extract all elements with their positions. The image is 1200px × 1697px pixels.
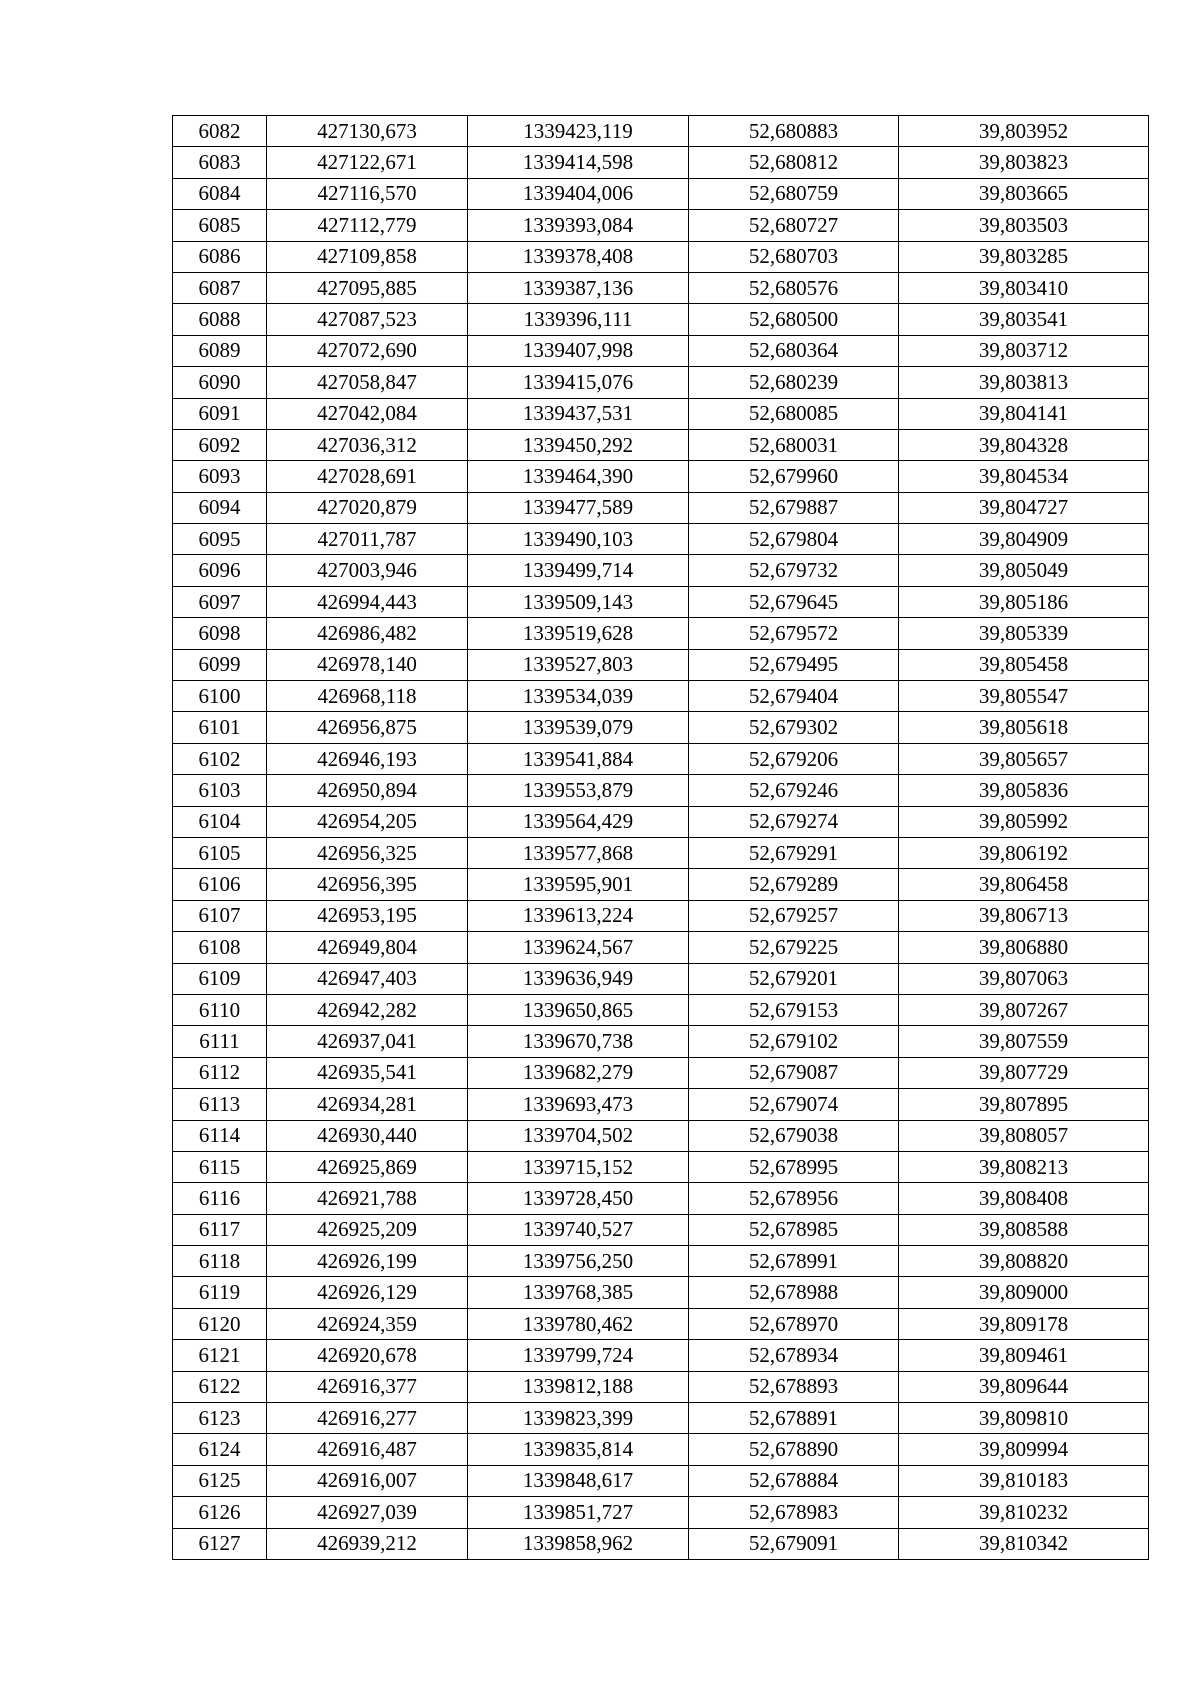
- point-number-cell: 6088: [173, 304, 267, 335]
- x-coordinate-cell: 426925,209: [267, 1214, 468, 1245]
- point-number-cell: 6112: [173, 1057, 267, 1088]
- x-coordinate-cell: 427028,691: [267, 461, 468, 492]
- table-row: [173, 1497, 1149, 1528]
- y-coordinate-cell: 1339624,567: [468, 932, 689, 963]
- y-coordinate-cell: 1339407,998: [468, 335, 689, 366]
- y-coordinate-cell: 1339539,079: [468, 712, 689, 743]
- y-coordinate-cell: 1339799,724: [468, 1340, 689, 1371]
- x-coordinate-cell: 426934,281: [267, 1089, 468, 1120]
- table-row: [173, 1026, 1149, 1057]
- longitude-cell: 39,803823: [899, 147, 1149, 178]
- y-coordinate-cell: 1339704,502: [468, 1120, 689, 1151]
- y-coordinate-cell: 1339437,531: [468, 398, 689, 429]
- y-coordinate-cell: 1339499,714: [468, 555, 689, 586]
- table-row: [173, 900, 1149, 931]
- point-number-cell: 6095: [173, 524, 267, 555]
- table-row: [173, 272, 1149, 303]
- y-coordinate-cell: 1339670,738: [468, 1026, 689, 1057]
- y-coordinate-cell: 1339415,076: [468, 367, 689, 398]
- point-number-cell: 6109: [173, 963, 267, 994]
- latitude-cell: 52,679732: [689, 555, 899, 586]
- y-coordinate-cell: 1339858,962: [468, 1528, 689, 1559]
- y-coordinate-cell: 1339509,143: [468, 586, 689, 617]
- point-number-cell: 6115: [173, 1151, 267, 1182]
- point-number-cell: 6119: [173, 1277, 267, 1308]
- x-coordinate-cell: 427058,847: [267, 367, 468, 398]
- coordinates-table: [172, 115, 1149, 1560]
- x-coordinate-cell: 426916,377: [267, 1371, 468, 1402]
- y-coordinate-cell: 1339595,901: [468, 869, 689, 900]
- point-number-cell: 6104: [173, 806, 267, 837]
- latitude-cell: 52,679091: [689, 1528, 899, 1559]
- latitude-cell: 52,678983: [689, 1497, 899, 1528]
- x-coordinate-cell: 427109,858: [267, 241, 468, 272]
- x-coordinate-cell: 426924,359: [267, 1308, 468, 1339]
- y-coordinate-cell: 1339812,188: [468, 1371, 689, 1402]
- latitude-cell: 52,679074: [689, 1089, 899, 1120]
- table-row: [173, 492, 1149, 523]
- latitude-cell: 52,679153: [689, 994, 899, 1025]
- y-coordinate-cell: 1339682,279: [468, 1057, 689, 1088]
- longitude-cell: 39,804534: [899, 461, 1149, 492]
- point-number-cell: 6127: [173, 1528, 267, 1559]
- latitude-cell: 52,678991: [689, 1246, 899, 1277]
- longitude-cell: 39,808408: [899, 1183, 1149, 1214]
- y-coordinate-cell: 1339414,598: [468, 147, 689, 178]
- x-coordinate-cell: 426947,403: [267, 963, 468, 994]
- x-coordinate-cell: 426953,195: [267, 900, 468, 931]
- longitude-cell: 39,803503: [899, 210, 1149, 241]
- longitude-cell: 39,806713: [899, 900, 1149, 931]
- x-coordinate-cell: 426986,482: [267, 618, 468, 649]
- latitude-cell: 52,678934: [689, 1340, 899, 1371]
- table-row: [173, 1120, 1149, 1151]
- x-coordinate-cell: 426925,869: [267, 1151, 468, 1182]
- longitude-cell: 39,807267: [899, 994, 1149, 1025]
- point-number-cell: 6086: [173, 241, 267, 272]
- x-coordinate-cell: 426956,325: [267, 837, 468, 868]
- point-number-cell: 6098: [173, 618, 267, 649]
- latitude-cell: 52,679102: [689, 1026, 899, 1057]
- point-number-cell: 6110: [173, 994, 267, 1025]
- longitude-cell: 39,805049: [899, 555, 1149, 586]
- table-row: [173, 1308, 1149, 1339]
- latitude-cell: 52,678995: [689, 1151, 899, 1182]
- point-number-cell: 6102: [173, 743, 267, 774]
- latitude-cell: 52,679960: [689, 461, 899, 492]
- y-coordinate-cell: 1339693,473: [468, 1089, 689, 1120]
- x-coordinate-cell: 426926,129: [267, 1277, 468, 1308]
- longitude-cell: 39,809810: [899, 1403, 1149, 1434]
- table-row: [173, 398, 1149, 429]
- point-number-cell: 6113: [173, 1089, 267, 1120]
- latitude-cell: 52,679887: [689, 492, 899, 523]
- x-coordinate-cell: 426949,804: [267, 932, 468, 963]
- point-number-cell: 6100: [173, 681, 267, 712]
- longitude-cell: 39,809000: [899, 1277, 1149, 1308]
- point-number-cell: 6089: [173, 335, 267, 366]
- point-number-cell: 6103: [173, 775, 267, 806]
- latitude-cell: 52,680759: [689, 178, 899, 209]
- table-row: [173, 1057, 1149, 1088]
- x-coordinate-cell: 426916,277: [267, 1403, 468, 1434]
- x-coordinate-cell: 427003,946: [267, 555, 468, 586]
- y-coordinate-cell: 1339393,084: [468, 210, 689, 241]
- point-number-cell: 6108: [173, 932, 267, 963]
- latitude-cell: 52,680031: [689, 429, 899, 460]
- y-coordinate-cell: 1339740,527: [468, 1214, 689, 1245]
- x-coordinate-cell: 426994,443: [267, 586, 468, 617]
- x-coordinate-cell: 426956,875: [267, 712, 468, 743]
- y-coordinate-cell: 1339519,628: [468, 618, 689, 649]
- table-row: [173, 963, 1149, 994]
- table-row: [173, 837, 1149, 868]
- table-row: [173, 461, 1149, 492]
- y-coordinate-cell: 1339423,119: [468, 116, 689, 147]
- y-coordinate-cell: 1339835,814: [468, 1434, 689, 1465]
- longitude-cell: 39,805618: [899, 712, 1149, 743]
- table-row: [173, 649, 1149, 680]
- point-number-cell: 6105: [173, 837, 267, 868]
- point-number-cell: 6097: [173, 586, 267, 617]
- x-coordinate-cell: 426921,788: [267, 1183, 468, 1214]
- point-number-cell: 6118: [173, 1246, 267, 1277]
- x-coordinate-cell: 427087,523: [267, 304, 468, 335]
- point-number-cell: 6122: [173, 1371, 267, 1402]
- x-coordinate-cell: 427036,312: [267, 429, 468, 460]
- table-row: [173, 712, 1149, 743]
- point-number-cell: 6083: [173, 147, 267, 178]
- x-coordinate-cell: 426950,894: [267, 775, 468, 806]
- longitude-cell: 39,809461: [899, 1340, 1149, 1371]
- latitude-cell: 52,679804: [689, 524, 899, 555]
- latitude-cell: 52,680500: [689, 304, 899, 335]
- table-row: [173, 618, 1149, 649]
- x-coordinate-cell: 426916,007: [267, 1465, 468, 1496]
- point-number-cell: 6084: [173, 178, 267, 209]
- point-number-cell: 6085: [173, 210, 267, 241]
- latitude-cell: 52,679645: [689, 586, 899, 617]
- longitude-cell: 39,805657: [899, 743, 1149, 774]
- longitude-cell: 39,803285: [899, 241, 1149, 272]
- latitude-cell: 52,678891: [689, 1403, 899, 1434]
- x-coordinate-cell: 426930,440: [267, 1120, 468, 1151]
- point-number-cell: 6120: [173, 1308, 267, 1339]
- longitude-cell: 39,806192: [899, 837, 1149, 868]
- latitude-cell: 52,678970: [689, 1308, 899, 1339]
- y-coordinate-cell: 1339780,462: [468, 1308, 689, 1339]
- point-number-cell: 6126: [173, 1497, 267, 1528]
- longitude-cell: 39,804727: [899, 492, 1149, 523]
- x-coordinate-cell: 427095,885: [267, 272, 468, 303]
- longitude-cell: 39,808588: [899, 1214, 1149, 1245]
- table-row: [173, 1089, 1149, 1120]
- y-coordinate-cell: 1339477,589: [468, 492, 689, 523]
- point-number-cell: 6090: [173, 367, 267, 398]
- table-row: [173, 1277, 1149, 1308]
- x-coordinate-cell: 426937,041: [267, 1026, 468, 1057]
- longitude-cell: 39,803541: [899, 304, 1149, 335]
- x-coordinate-cell: 426978,140: [267, 649, 468, 680]
- y-coordinate-cell: 1339541,884: [468, 743, 689, 774]
- latitude-cell: 52,679246: [689, 775, 899, 806]
- table-row: [173, 241, 1149, 272]
- y-coordinate-cell: 1339404,006: [468, 178, 689, 209]
- latitude-cell: 52,679572: [689, 618, 899, 649]
- longitude-cell: 39,805836: [899, 775, 1149, 806]
- longitude-cell: 39,803410: [899, 272, 1149, 303]
- longitude-cell: 39,803665: [899, 178, 1149, 209]
- latitude-cell: 52,679291: [689, 837, 899, 868]
- x-coordinate-cell: 427112,779: [267, 210, 468, 241]
- table-row: [173, 932, 1149, 963]
- table-row: [173, 806, 1149, 837]
- x-coordinate-cell: 426946,193: [267, 743, 468, 774]
- table-row: [173, 1371, 1149, 1402]
- table-row: [173, 210, 1149, 241]
- longitude-cell: 39,803952: [899, 116, 1149, 147]
- x-coordinate-cell: 427122,671: [267, 147, 468, 178]
- longitude-cell: 39,809644: [899, 1371, 1149, 1402]
- longitude-cell: 39,807559: [899, 1026, 1149, 1057]
- coordinates-table-body: [173, 116, 1149, 1560]
- x-coordinate-cell: 427130,673: [267, 116, 468, 147]
- latitude-cell: 52,679257: [689, 900, 899, 931]
- table-row: [173, 1340, 1149, 1371]
- latitude-cell: 52,679225: [689, 932, 899, 963]
- point-number-cell: 6111: [173, 1026, 267, 1057]
- point-number-cell: 6124: [173, 1434, 267, 1465]
- x-coordinate-cell: 427042,084: [267, 398, 468, 429]
- y-coordinate-cell: 1339527,803: [468, 649, 689, 680]
- x-coordinate-cell: 426916,487: [267, 1434, 468, 1465]
- table-row: [173, 429, 1149, 460]
- point-number-cell: 6096: [173, 555, 267, 586]
- longitude-cell: 39,808057: [899, 1120, 1149, 1151]
- table-row: [173, 681, 1149, 712]
- point-number-cell: 6091: [173, 398, 267, 429]
- latitude-cell: 52,678988: [689, 1277, 899, 1308]
- y-coordinate-cell: 1339564,429: [468, 806, 689, 837]
- table-row: [173, 1528, 1149, 1559]
- table-row: [173, 304, 1149, 335]
- table-row: [173, 994, 1149, 1025]
- point-number-cell: 6094: [173, 492, 267, 523]
- point-number-cell: 6101: [173, 712, 267, 743]
- longitude-cell: 39,807063: [899, 963, 1149, 994]
- x-coordinate-cell: 427020,879: [267, 492, 468, 523]
- latitude-cell: 52,679038: [689, 1120, 899, 1151]
- y-coordinate-cell: 1339756,250: [468, 1246, 689, 1277]
- y-coordinate-cell: 1339553,879: [468, 775, 689, 806]
- latitude-cell: 52,679087: [689, 1057, 899, 1088]
- longitude-cell: 39,804141: [899, 398, 1149, 429]
- y-coordinate-cell: 1339577,868: [468, 837, 689, 868]
- point-number-cell: 6106: [173, 869, 267, 900]
- latitude-cell: 52,679289: [689, 869, 899, 900]
- longitude-cell: 39,810232: [899, 1497, 1149, 1528]
- longitude-cell: 39,805339: [899, 618, 1149, 649]
- table-row: [173, 869, 1149, 900]
- y-coordinate-cell: 1339650,865: [468, 994, 689, 1025]
- y-coordinate-cell: 1339636,949: [468, 963, 689, 994]
- x-coordinate-cell: 426939,212: [267, 1528, 468, 1559]
- point-number-cell: 6116: [173, 1183, 267, 1214]
- longitude-cell: 39,805458: [899, 649, 1149, 680]
- table-row: [173, 367, 1149, 398]
- point-number-cell: 6121: [173, 1340, 267, 1371]
- y-coordinate-cell: 1339378,408: [468, 241, 689, 272]
- table-row: [173, 1434, 1149, 1465]
- longitude-cell: 39,807895: [899, 1089, 1149, 1120]
- x-coordinate-cell: 427011,787: [267, 524, 468, 555]
- y-coordinate-cell: 1339396,111: [468, 304, 689, 335]
- table-row: [173, 147, 1149, 178]
- y-coordinate-cell: 1339490,103: [468, 524, 689, 555]
- table-row: [173, 775, 1149, 806]
- y-coordinate-cell: 1339464,390: [468, 461, 689, 492]
- longitude-cell: 39,806458: [899, 869, 1149, 900]
- table-row: [173, 1465, 1149, 1496]
- latitude-cell: 52,679495: [689, 649, 899, 680]
- latitude-cell: 52,678893: [689, 1371, 899, 1402]
- x-coordinate-cell: 426954,205: [267, 806, 468, 837]
- latitude-cell: 52,678985: [689, 1214, 899, 1245]
- y-coordinate-cell: 1339728,450: [468, 1183, 689, 1214]
- table-row: [173, 555, 1149, 586]
- latitude-cell: 52,680576: [689, 272, 899, 303]
- table-row: [173, 1403, 1149, 1434]
- longitude-cell: 39,803813: [899, 367, 1149, 398]
- latitude-cell: 52,679206: [689, 743, 899, 774]
- point-number-cell: 6099: [173, 649, 267, 680]
- latitude-cell: 52,680364: [689, 335, 899, 366]
- x-coordinate-cell: 426968,118: [267, 681, 468, 712]
- y-coordinate-cell: 1339848,617: [468, 1465, 689, 1496]
- latitude-cell: 52,680085: [689, 398, 899, 429]
- table-row: [173, 178, 1149, 209]
- y-coordinate-cell: 1339450,292: [468, 429, 689, 460]
- table-row: [173, 335, 1149, 366]
- longitude-cell: 39,804328: [899, 429, 1149, 460]
- x-coordinate-cell: 426942,282: [267, 994, 468, 1025]
- latitude-cell: 52,680727: [689, 210, 899, 241]
- latitude-cell: 52,678956: [689, 1183, 899, 1214]
- x-coordinate-cell: 427072,690: [267, 335, 468, 366]
- x-coordinate-cell: 426956,395: [267, 869, 468, 900]
- longitude-cell: 39,810183: [899, 1465, 1149, 1496]
- longitude-cell: 39,807729: [899, 1057, 1149, 1088]
- longitude-cell: 39,805186: [899, 586, 1149, 617]
- point-number-cell: 6117: [173, 1214, 267, 1245]
- longitude-cell: 39,805992: [899, 806, 1149, 837]
- point-number-cell: 6087: [173, 272, 267, 303]
- y-coordinate-cell: 1339613,224: [468, 900, 689, 931]
- y-coordinate-cell: 1339387,136: [468, 272, 689, 303]
- latitude-cell: 52,680812: [689, 147, 899, 178]
- latitude-cell: 52,680883: [689, 116, 899, 147]
- longitude-cell: 39,808213: [899, 1151, 1149, 1182]
- latitude-cell: 52,678884: [689, 1465, 899, 1496]
- point-number-cell: 6125: [173, 1465, 267, 1496]
- table-row: [173, 1246, 1149, 1277]
- x-coordinate-cell: 427116,570: [267, 178, 468, 209]
- latitude-cell: 52,679274: [689, 806, 899, 837]
- latitude-cell: 52,678890: [689, 1434, 899, 1465]
- latitude-cell: 52,679201: [689, 963, 899, 994]
- table-row: [173, 743, 1149, 774]
- table-row: [173, 586, 1149, 617]
- latitude-cell: 52,680703: [689, 241, 899, 272]
- y-coordinate-cell: 1339823,399: [468, 1403, 689, 1434]
- point-number-cell: 6123: [173, 1403, 267, 1434]
- y-coordinate-cell: 1339715,152: [468, 1151, 689, 1182]
- y-coordinate-cell: 1339768,385: [468, 1277, 689, 1308]
- table-row: [173, 1183, 1149, 1214]
- point-number-cell: 6107: [173, 900, 267, 931]
- table-row: [173, 1151, 1149, 1182]
- y-coordinate-cell: 1339851,727: [468, 1497, 689, 1528]
- longitude-cell: 39,809994: [899, 1434, 1149, 1465]
- longitude-cell: 39,808820: [899, 1246, 1149, 1277]
- x-coordinate-cell: 426927,039: [267, 1497, 468, 1528]
- latitude-cell: 52,679404: [689, 681, 899, 712]
- point-number-cell: 6082: [173, 116, 267, 147]
- longitude-cell: 39,805547: [899, 681, 1149, 712]
- x-coordinate-cell: 426926,199: [267, 1246, 468, 1277]
- latitude-cell: 52,680239: [689, 367, 899, 398]
- longitude-cell: 39,806880: [899, 932, 1149, 963]
- longitude-cell: 39,803712: [899, 335, 1149, 366]
- point-number-cell: 6092: [173, 429, 267, 460]
- table-row: [173, 524, 1149, 555]
- table-row: [173, 1214, 1149, 1245]
- x-coordinate-cell: 426935,541: [267, 1057, 468, 1088]
- x-coordinate-cell: 426920,678: [267, 1340, 468, 1371]
- table-row: [173, 116, 1149, 147]
- latitude-cell: 52,679302: [689, 712, 899, 743]
- point-number-cell: 6114: [173, 1120, 267, 1151]
- longitude-cell: 39,804909: [899, 524, 1149, 555]
- y-coordinate-cell: 1339534,039: [468, 681, 689, 712]
- longitude-cell: 39,809178: [899, 1308, 1149, 1339]
- longitude-cell: 39,810342: [899, 1528, 1149, 1559]
- point-number-cell: 6093: [173, 461, 267, 492]
